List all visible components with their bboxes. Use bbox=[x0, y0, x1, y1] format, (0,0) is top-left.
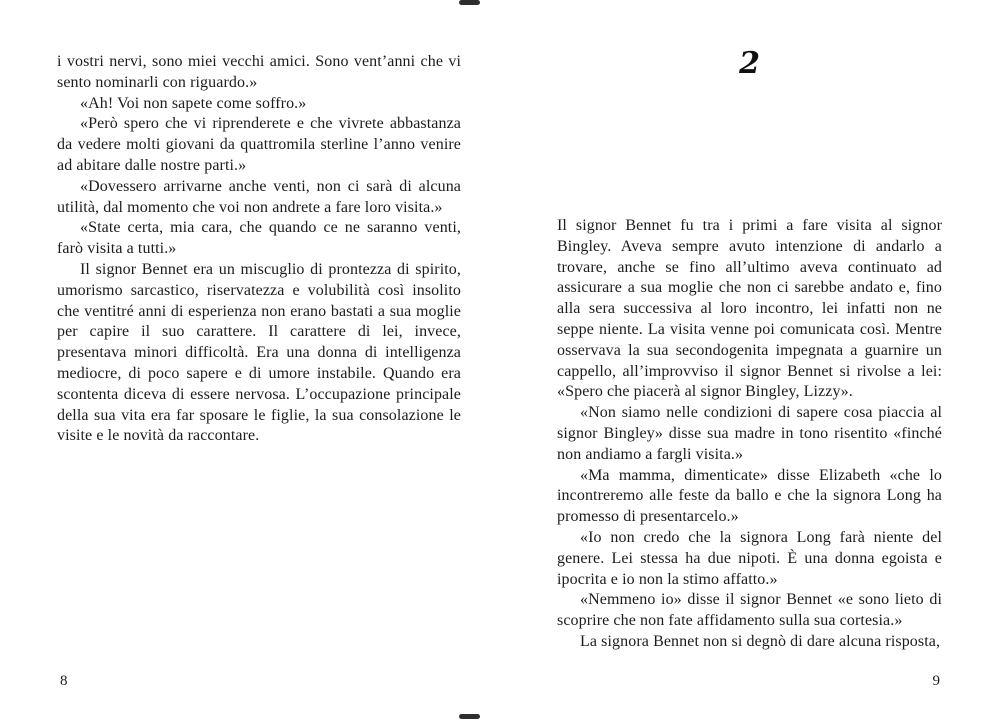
right-page-text bbox=[557, 216, 942, 653]
paragraph-left-3: «Però spero che vi riprenderete e che vivrete abbastanza da vedere molti giovani da quattromila sterline l’anno venire ad abitare dalle nostre parti.» bbox=[57, 115, 461, 174]
paragraph-right-5: «Nemmeno io» disse il signor Bennet «e sono lieto di scoprire che non fate affidamento sulla sua cortesia.» bbox=[557, 591, 942, 630]
page-number-left: 8 bbox=[60, 673, 68, 689]
page-right bbox=[500, 0, 1000, 720]
paragraph-right-4: «Io non credo che la signora Long farà niente del genere. Lei stessa ha due nipoti. È una donna egoista e ipocrita e io non la stimo affatto.» bbox=[557, 528, 942, 588]
paragraph-left-4: «Dovessero arrivarne anche venti, non ci sarà di alcuna utilità, dal momento che voi non andrete a fare loro visita.» bbox=[57, 177, 461, 216]
paragraph-right-1: Il signor Bennet fu tra i primi a fare visita al signor Bingley. Aveva sempre avuto intenzione di andarlo a trovare, anche se fino all’ultimo aveva continuato ad assicurare a sua moglie che non ci sarebbe andato e, fino alla sera successiva al loro incontro, lei infatti non ne seppe niente. La visita venne poi comunicata così. Mentre osservava la sua secondogenita impegnata a guarnire un cappello, all’improvviso il signor Bennet si rivolse a lei: «Spero che piacerà al signor Bingley, Lizzy». bbox=[557, 217, 942, 401]
paragraph-right-6: La signora Bennet non si degnò di dare alcuna risposta, bbox=[580, 632, 941, 650]
paragraph-left-5: «State certa, mia cara, che quando ce ne saranno venti, farò visita a tutti.» bbox=[57, 219, 461, 258]
paragraph-right-3: «Ma mamma, dimenticate» disse Elizabeth «che lo incontreremo alle feste da ballo e che la signora Long ha promesso di presentarcelo.» bbox=[557, 466, 942, 526]
chapter-number: 2 bbox=[739, 46, 760, 81]
page-number-right: 9 bbox=[932, 673, 940, 689]
paragraph-left-2: «Ah! Voi non sapete come soffro.» bbox=[80, 94, 307, 112]
paragraph-left-6: Il signor Bennet era un miscuglio di prontezza di spirito, umorismo sarcastico, riservatezza e volubilità così insolito che ventitré anni di esperienza non erano bastati a sua moglie per capire il suo carattere. Il carattere di lei, invece, presentava minori difficoltà. Era una donna di intelligenza mediocre, di poco sapere e di umore instabile. Quando era scontenta diceva di essere nervosa. L’occupazione principale della sua vita era far sposare le figlie, la sua consolazione le visite e le novità da raccontare. bbox=[57, 260, 461, 445]
paragraph-left-1: i vostri nervi, sono miei vecchi amici. Sono vent’anni che vi sento nominarli con riguardo.» bbox=[57, 53, 461, 91]
left-page-text bbox=[57, 52, 461, 447]
paragraph-right-2: «Non siamo nelle condizioni di sapere cosa piaccia al signor Bingley» disse sua madre in tono risentito «finché non andiamo a fargli visita.» bbox=[557, 404, 942, 463]
